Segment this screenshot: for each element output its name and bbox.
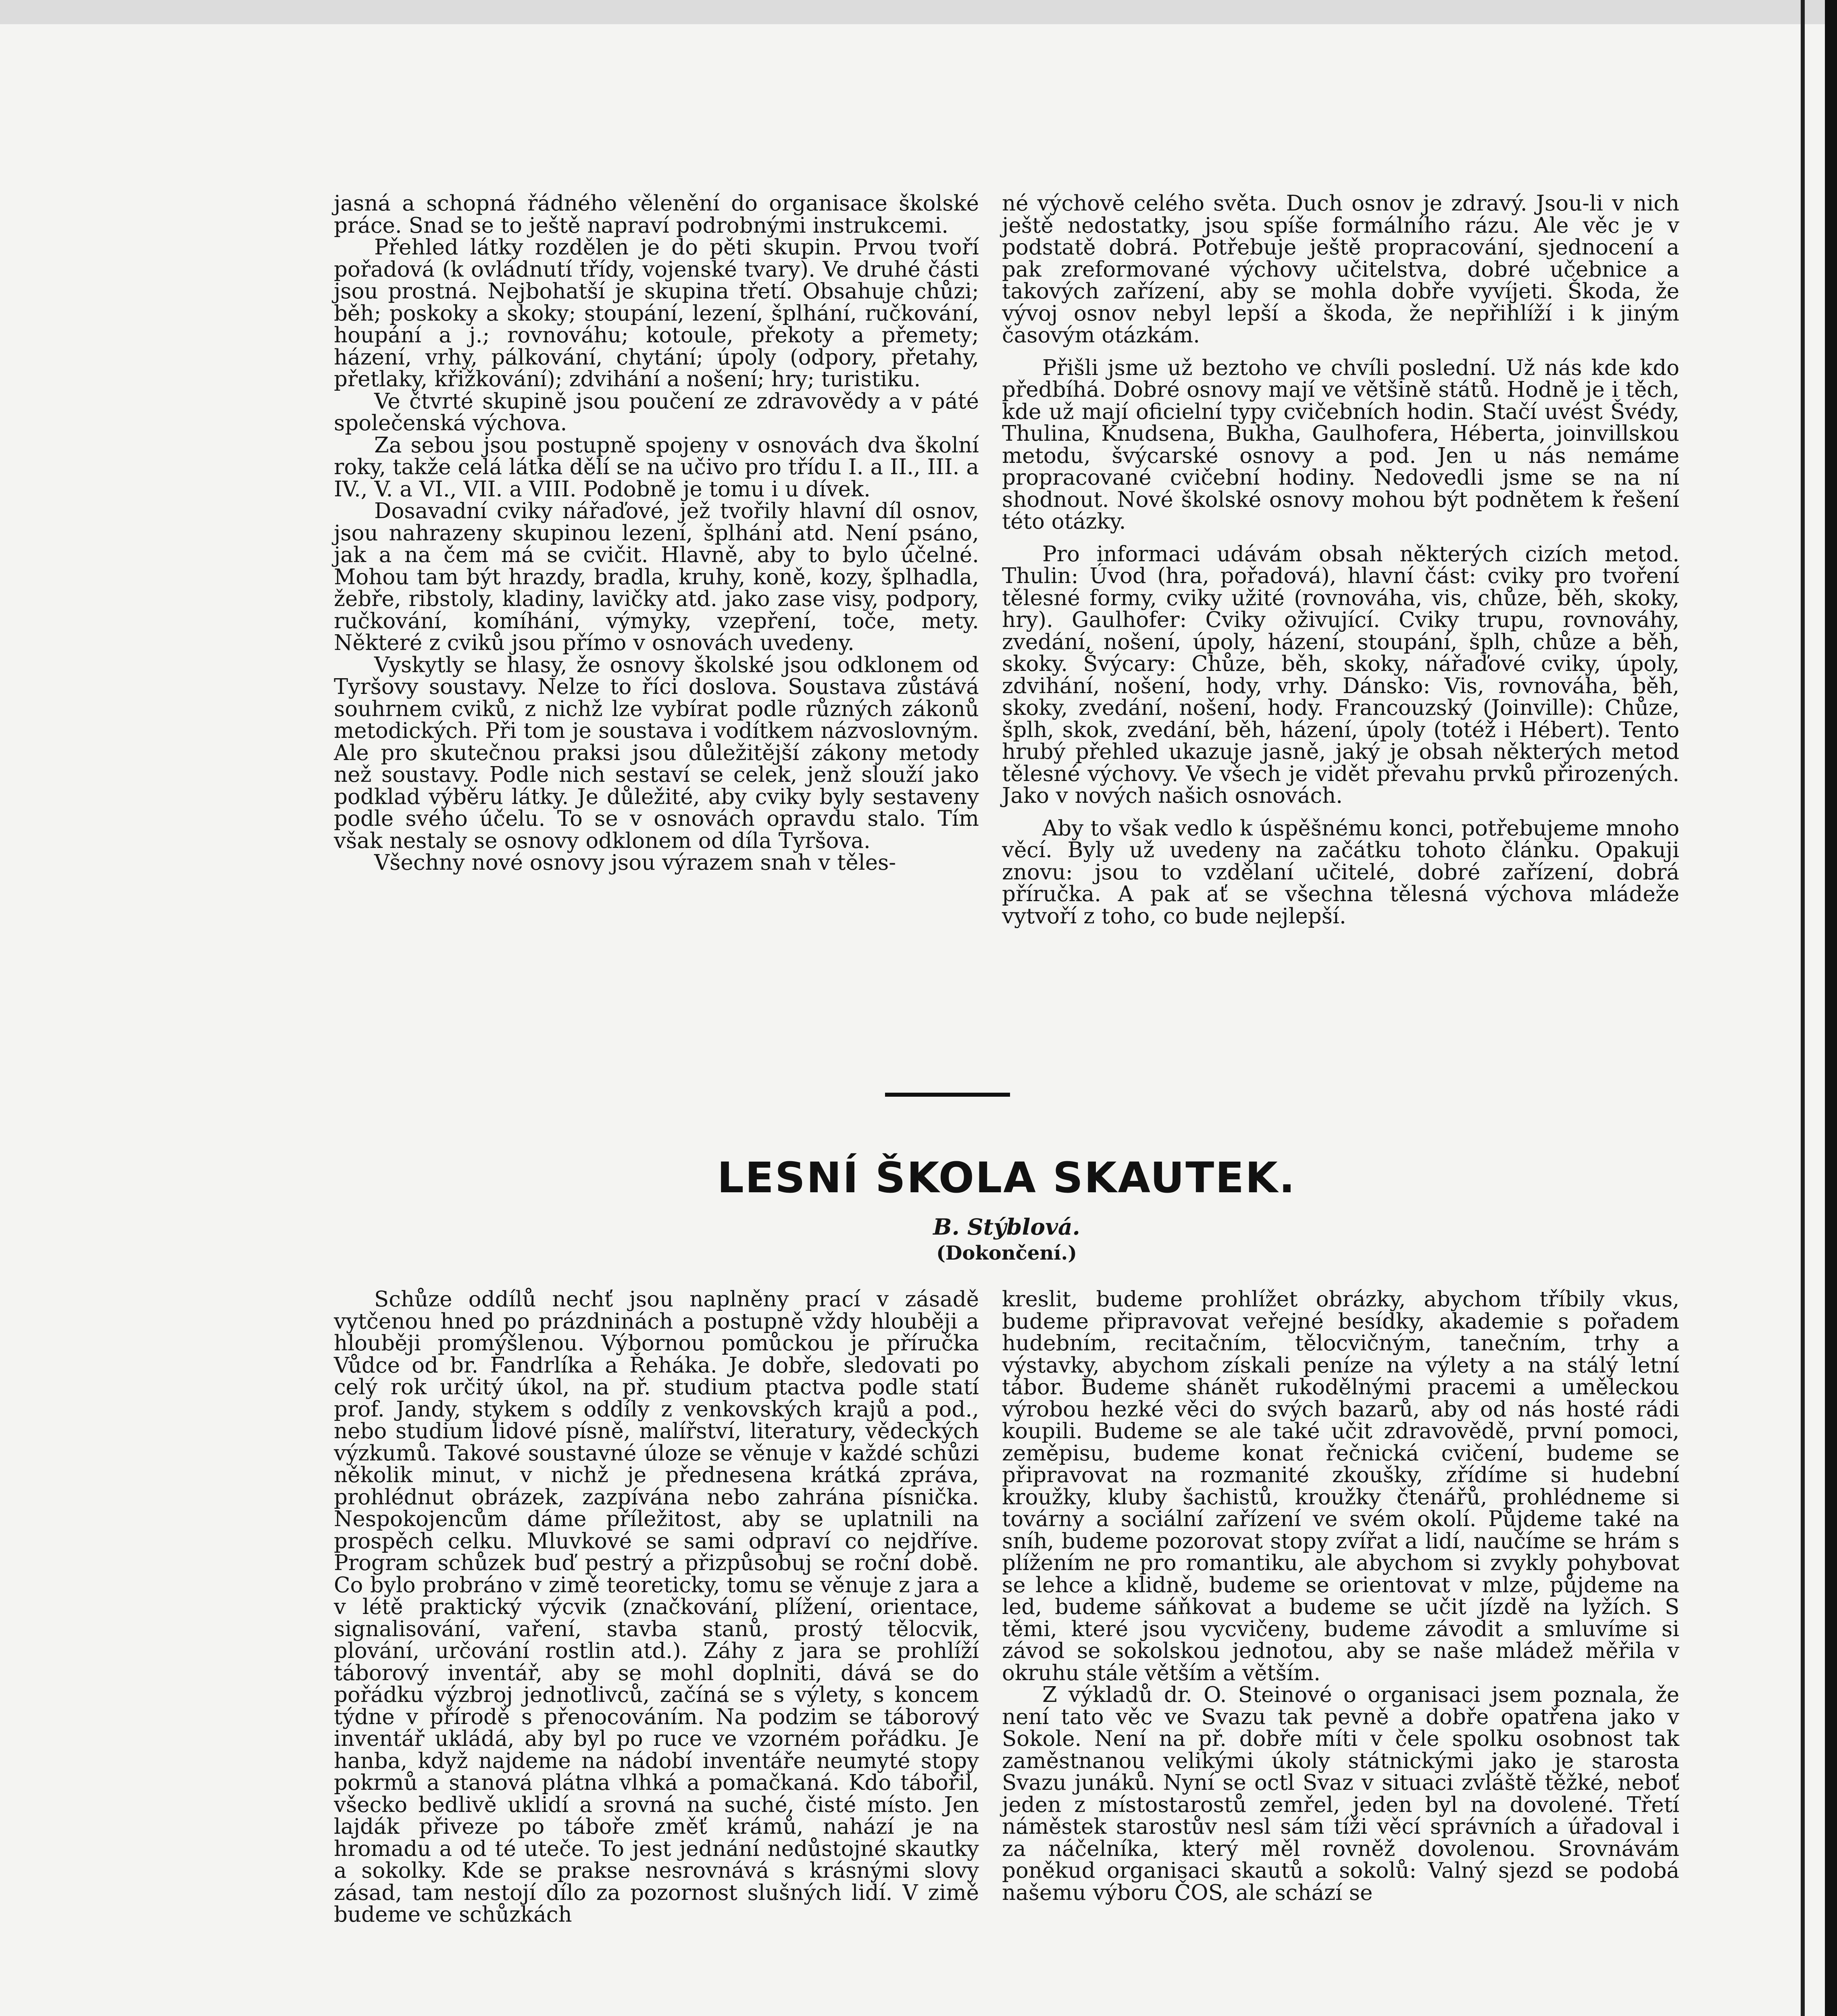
paragraph: Dosavadní cviky nářaďové, jež tvořily hlavní díl osnov, jsou nahrazeny skupinou lezení, šplhání atd. Není psáno, jak a na čem má se cvičit. Hlavně, aby to bylo účelné. Mohou tam být hrazdy, bradla, kruhy, koně, kozy, šplhadla, žebře, ribstoly, kladiny, lavičky atd. jako zase visy, podpory, ručkování, komíhání, výmyky, vzepření, toče, mety. Některé z cviků jsou přímo v osnovách uvedeny. [334,499,979,655]
paragraph: Ve čtvrté skupině jsou poučení ze zdravovědy a v páté společenská výchova. [334,389,979,435]
article2-column-right [1002,1289,1679,1904]
article1-column-left [334,193,979,874]
article2-column-left [334,1289,979,1926]
article-author: B. Stýblová. [933,1214,1080,1240]
scan-edge-top [0,0,1837,24]
paragraph: Pro informaci udávám obsah některých cizích metod. Thulin: Úvod (hra, pořadová), hlavní část: cviky pro tvoření tělesné formy, cviky užité (rovnováha, vis, chůze, běh, skoky, hry). Gaulhofer: Cviky oživující. Cviky trupu, rovnováhy, zvedání, nošení, úpoly, házení, stoupání, šplh, chůze a běh, skoky. Švýcary: Chůze, běh, skoky, nářaďové cviky, úpoly, zdvihání, nošení, hody, vrhy. Dánsko: Vis, rovnováha, běh, skoky, zvedání, nošení, hody. Francouzský (Joinville): Chůze, šplh, skok, zvedání, běh, házení, úpoly (totéž i Hébert). Tento hrubý přehled ukazuje jasně, jaký je obsah některých metod tělesné výchovy. Ve všech je vidět převahu prvků přirozených. Jako v nových našich osnovách. [1002,541,1679,808]
paragraph: kreslit, budeme prohlížet obrázky, abychom tříbily vkus, budeme připravovat veřejné besídky, akademie s pořadem hudebním, recitačním, tělocvičným, tanečním, trhy a výstavky, abychom získali peníze na výlety a na stálý letní tábor. Budeme shánět rukodělnými pracemi a uměleckou výrobou hezké věci do svých bazarů, aby od nás hosté rádi koupili. Budeme se ale také učit zdravovědě, první pomoci, zeměpisu, budeme konat řečnická cvičení, budeme se připravovat na rozmanité zkoušky, zřídíme si hudební kroužky, kluby šachistů, kroužky čtenářů, prohlédneme si továrny a sociální zařízení ve svém okolí. Půjdeme také na sníh, budeme pozorovat stopy zvířat a lidí, naučíme se hrám s plížením ne pro romantiku, ale abychom si zvykly pohybovat se lehce a klidně, budeme se orientovat v mlze, půjdeme na led, budeme sáňkovat a budeme se učit jízdě na lyžích. S těmi, které jsou vycvičeny, budeme závodit a smluvíme si závod se sokolskou jednotou, aby se naše mládež měřila v okruhu stále větším a větším. [1002,1287,1679,1685]
paragraph: Aby to však vedlo k úspěšnému konci, potřebujeme mnoho věcí. Byly už uvedeny na začátku tohoto článku. Opakuji znovu: jsou to vzdělaní učitelé, dobré zařízení, dobrá příručka. A pak ať se všechna tělesná výchova mládeže vytvoří z toho, co bude nejlepší. [1002,816,1679,929]
paragraph: Přišli jsme už beztoho ve chvíli poslední. Už nás kde kdo předbíhá. Dobré osnovy mají ve většině států. Hodně je i těch, kde už mají oficielní typy cvičebních hodin. Stačí uvést Švédy, Thulina, Knudsena, Bukha, Gaulhofera, Héberta, joinvillskou metodu, švýcarské osnovy a pod. Jen u nás nemáme propracované cvičební hodiny. Nedovedli jsme se na ní shodnout. Nové školské osnovy mohou být podnětem k řešení této otázky. [1002,355,1679,534]
paragraph: Za sebou jsou postupně spojeny v osnovách dva školní roky, takže celá látka dělí se na učivo pro třídu I. a II., III. a IV., V. a VI., VII. a VIII. Podobně je tomu i u dívek. [334,433,979,502]
paragraph: Schůze oddílů nechť jsou naplněny prací v zásadě vytčenou hned po prázdninách a postupně vždy hlouběji a hlouběji promýšlenou. Výbornou pomůckou je příručka Vůdce od br. Fandrlíka a Řeháka. Je dobře, sledovati po celý rok určitý úkol, na př. studium ptactva podle statí prof. Jandy, stykem s oddíly z venkovských krajů a pod., nebo studium lidové písně, malířství, literatury, vědeckých výzkumů. Takové soustavné úloze se věnuje v každé schůzi několik minut, v nichž je přednesena krátká zpráva, prohlédnut obrázek, zazpívána nebo zahrána písnička. Nespokojencům dáme příležitost, aby se uplatnili na prospěch celku. Mluvkové se sami odpraví co nejdříve. Program schůzek buď pestrý a přizpůsobuj se roční době. Co bylo probráno v zimě teoreticky, tomu se věnuje z jara a v létě praktický výcvik (značkování, plížení, orientace, signalisování, vaření, stavba stanů, prostý tělocvik, plování, určování rostlin atd.). Záhy z jara se prohlíží táborový inventář, aby se mohl doplniti, dává se do pořádku výzbroj jednotlivců, začíná se s výlety, s koncem týdne v přírodě s přenocováním. Na podzim se táborový inventář ukládá, aby byl po ruce ve vzorném pořádku. Je hanba, když najdeme na nádobí inventáře neumyté stopy pokrmů a stanová plátna vlhká a pomačkaná. Kdo tábořil, všecko bedlivě uklidí a srovná na suché, čisté místo. Jen lajdák přiveze po táboře změť krámů, nahází je na hromadu a od té uteče. To jest jednání nedůstojné skautky a sokolky. Kde se prakse nesrovnává s krásnými slovy zásad, tam nestojí dílo za pozornost slušných lidí. V zimě budeme ve schůzkách [334,1287,979,1927]
paragraph: Vyskytly se hlasy, že osnovy školské jsou odklonem od Tyršovy soustavy. Nelze to říci doslova. Soustava zůstává souhrnem cviků, z nichž lze vybírat podle různých zákonů metodických. Při tom je soustava i vodítkem názvoslovným. Ale pro skutečnou praksi jsou důležitější zákony metody než soustavy. Podle nich sestaví se celek, jenž slouží jako podklad výběru látky. Je důležité, aby cviky byly sestaveny podle svého účelu. To se v osnovách opravdu stalo. Tím však nestaly se osnovy odklonem od díla Tyršova. [334,652,979,853]
article1-column-right [1002,193,1679,927]
paragraph: Přehled látky rozdělen je do pěti skupin. Prvou tvoří pořadová (k ovládnutí třídy, vojenské tvary). Ve druhé části jsou prostná. Nejbohatší je skupina třetí. Obsahuje chůzi; běh; poskoky a skoky; stoupání, lezení, šplhání, ručkování, houpání a j.; rovnováhu; kotoule, překoty a přemety; házení, vrhy, pálkování, chytání; úpoly (odpory, přetahy, přetlaky, křižkování); zdvihání a nošení; hry; turistiku. [334,235,979,392]
article-title: LESNÍ ŠKOLA SKAUTEK. [717,1153,1296,1202]
paragraph: Všechny nové osnovy jsou výrazem snah v těles- [374,850,896,875]
scan-edge-line [1801,0,1805,2016]
paragraph: né výchově celého světa. Duch osnov je zdravý. Jsou-li v nich ještě nedostatky, jsou spíše formálního rázu. Ale věc je v podstatě dobrá. Potřebuje ještě propracování, sjednocení a pak zreformované výchovy učitelstva, dobré učebnice a takových zařízení, aby se mohla dobře vyvíjeti. Škoda, že vývoj osnov nebyl lepší a škoda, že nepřihlíží i k jiným časovým otázkám. [1002,191,1679,348]
section-divider [885,1093,1010,1097]
paragraph: Z výkladů dr. O. Steinové o organisaci jsem poznala, že není tato věc ve Svazu tak pevně a dobře opatřena jako v Sokole. Není na př. dobře míti v čele spolku osobnost tak zaměstnanou velikými úkoly státnickými jako je starosta Svazu junáků. Nyní se octl Svaz v situaci zvláště těžké, neboť jeden z místostarostů zemřel, jeden byl na dovolené. Třetí náměstek starostův nesl sám tíži věcí správních a úřadoval i za náčelníka, který měl rovněž dovolenou. Srovnávám poněkud organisaci skautů a sokolů: Valný sjezd se podobá našemu výboru ČOS, ale schází se [1002,1683,1679,1905]
paragraph: jasná a schopná řádného vělenění do organisace školské práce. Snad se to ještě napraví podrobnými instrukcemi. [334,191,979,238]
scan-edge-right [1825,0,1837,2016]
continuation-note: (Dokončení.) [936,1242,1077,1264]
